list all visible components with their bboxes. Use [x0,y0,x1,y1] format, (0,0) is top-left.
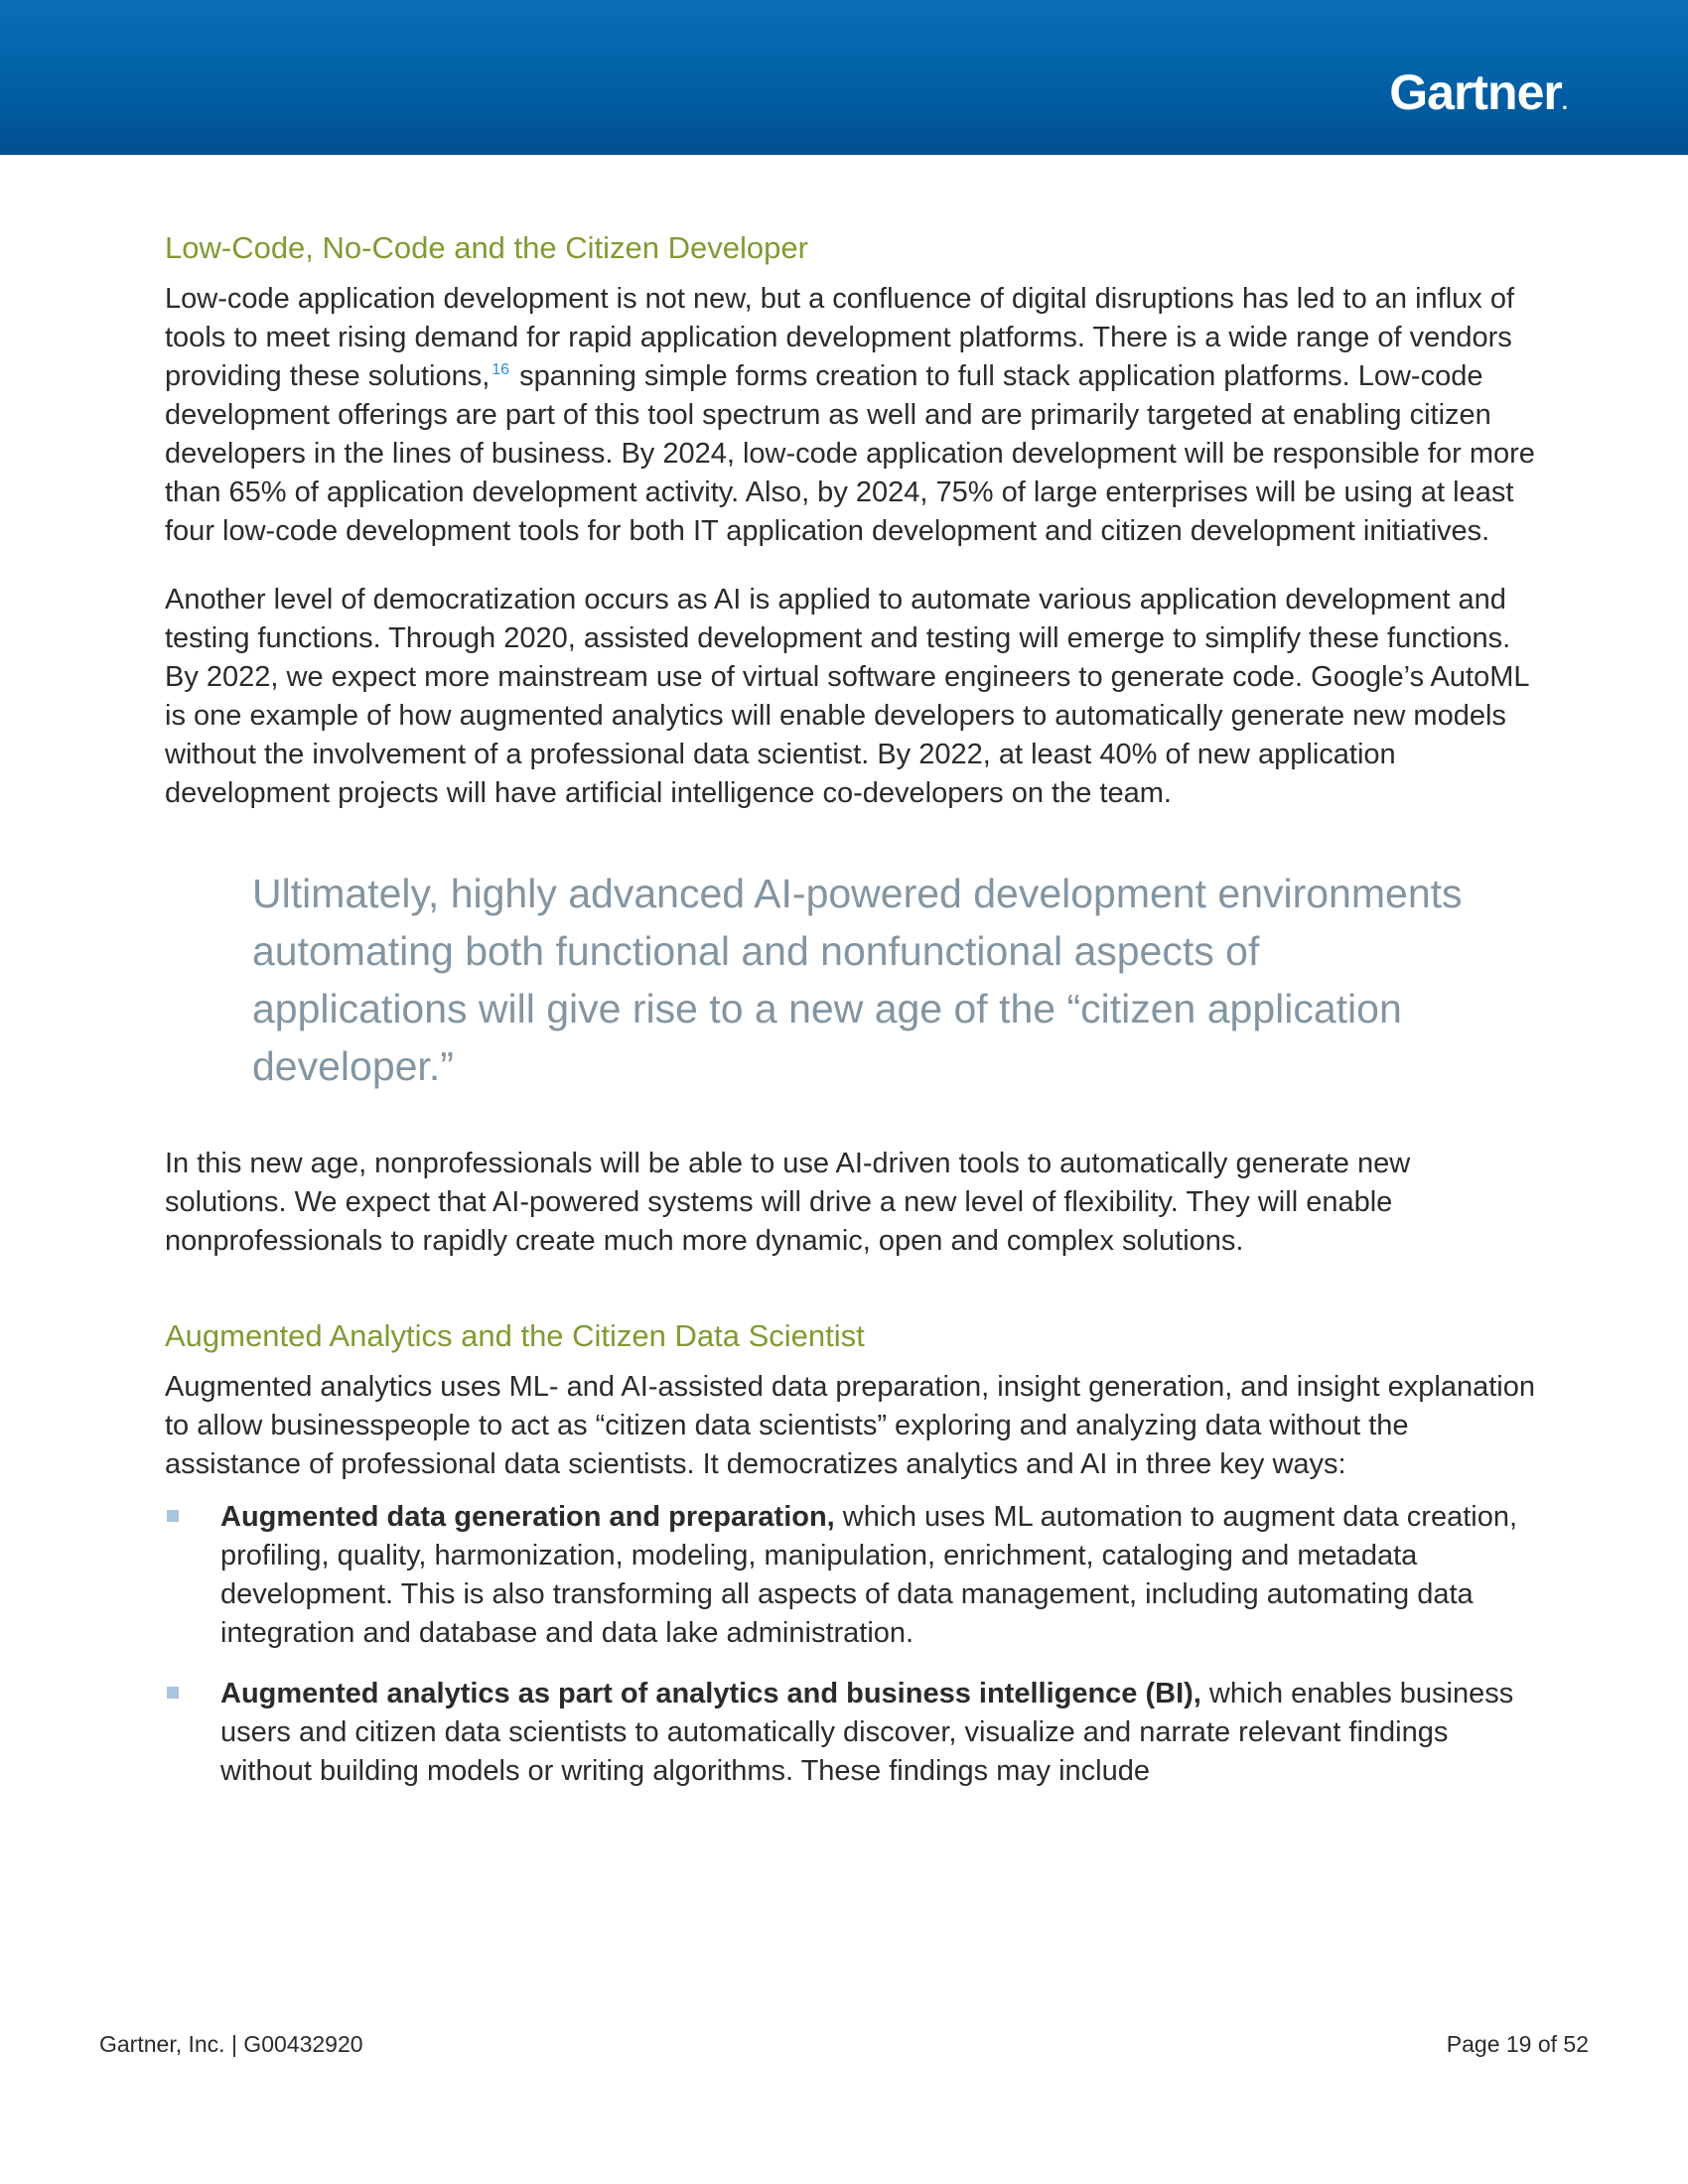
footnote-ref-16[interactable]: 16 [492,361,510,379]
logo-dot: . [1561,89,1567,114]
paragraph-text-cont: spanning simple forms creation to full stack application platforms. Low-code development offerings are part of this tool spectrum as well and are primarily targeted at enabling citizen developers in the lines of business. By 2024, low-code application development will be responsible for more than 65% of application development activity. Also, by 2024, 75% of large enterprises will be using at least four low-code development tools for both IT application development and citizen development initiatives. [165,360,1535,547]
paragraph-text: Low-code application development is not new, but a confluence of digital disruptions has led to an influx of tools to meet rising demand for rapid application development platforms. There is a wide range of vendors providing these solutions, [165,283,1515,392]
bullet-text: which uses ML automation to augment data creation, profiling, quality, harmonization, modeling, manipulation, enrichment, cataloging and metadata development. This is also transforming all aspects of data management, including automating data integration and database and data lake administration. [220,1501,1518,1649]
bullet-list [165,1498,1535,1791]
section-augmented-analytics [165,1316,1535,1791]
bullet-bold-lead: Augmented data generation and preparation, [220,1501,835,1533]
header-band [0,0,1688,155]
section-heading-augmented-analytics: Augmented Analytics and the Citizen Data Scientist [165,1318,865,1353]
list-item [165,1675,1535,1791]
footer-page-number: Page 19 of 52 [1446,2031,1589,2057]
square-bullet-icon [167,1510,179,1522]
footer-doc-id: Gartner, Inc. | G00432920 [99,2031,363,2057]
paragraph-augmented-intro: Augmented analytics uses ML- and AI-assisted data preparation, insight generation, and insight explanation to allow businesspeople to act as “citizen data scientists” exploring and analyzing data without the assistance of professional data scientists. It democratizes analytics and AI in three key ways: [165,1371,1535,1480]
pull-quote: Ultimately, highly advanced AI-powered development environments automating both functional and nonfunctional aspects of applications will give rise to a new age of the “citizen application developer.” [252,871,1463,1089]
bullet-bold-lead: Augmented analytics as part of analytics and business intelligence (BI), [220,1678,1201,1709]
section-heading-low-code: Low-Code, No-Code and the Citizen Developer [165,230,808,265]
paragraph-low-code-intro [165,280,1535,551]
list-item [165,1498,1535,1653]
logo-text: Gartner [1389,65,1562,120]
bullet-text: which enables business users and citizen data scientists to automatically discover, visualize and narrate relevant findings without building models or writing algorithms. These findings may include [220,1678,1514,1787]
square-bullet-icon [167,1687,179,1699]
gartner-logo [1389,64,1567,121]
paragraph-democratization: Another level of democratization occurs as AI is applied to automate various application development and testing functions. Through 2020, assisted development and testing will emerge to simplify these functions. By 2022, we expect more mainstream use of virtual software engineers to generate code. Google’s AutoML is one example of how augmented analytics will enable developers to automatically generate new models without the involvement of a professional data scientist. By 2022, at least 40% of new application development projects will have artificial intelligence co-developers on the team. [165,584,1529,809]
page-content [165,228,1535,1813]
paragraph-new-age: In this new age, nonprofessionals will be able to use AI-driven tools to automatically generate new solutions. We expect that AI-powered systems will drive a new level of flexibility. They will enable nonprofessionals to rapidly create much more dynamic, open and complex solutions. [165,1148,1411,1257]
